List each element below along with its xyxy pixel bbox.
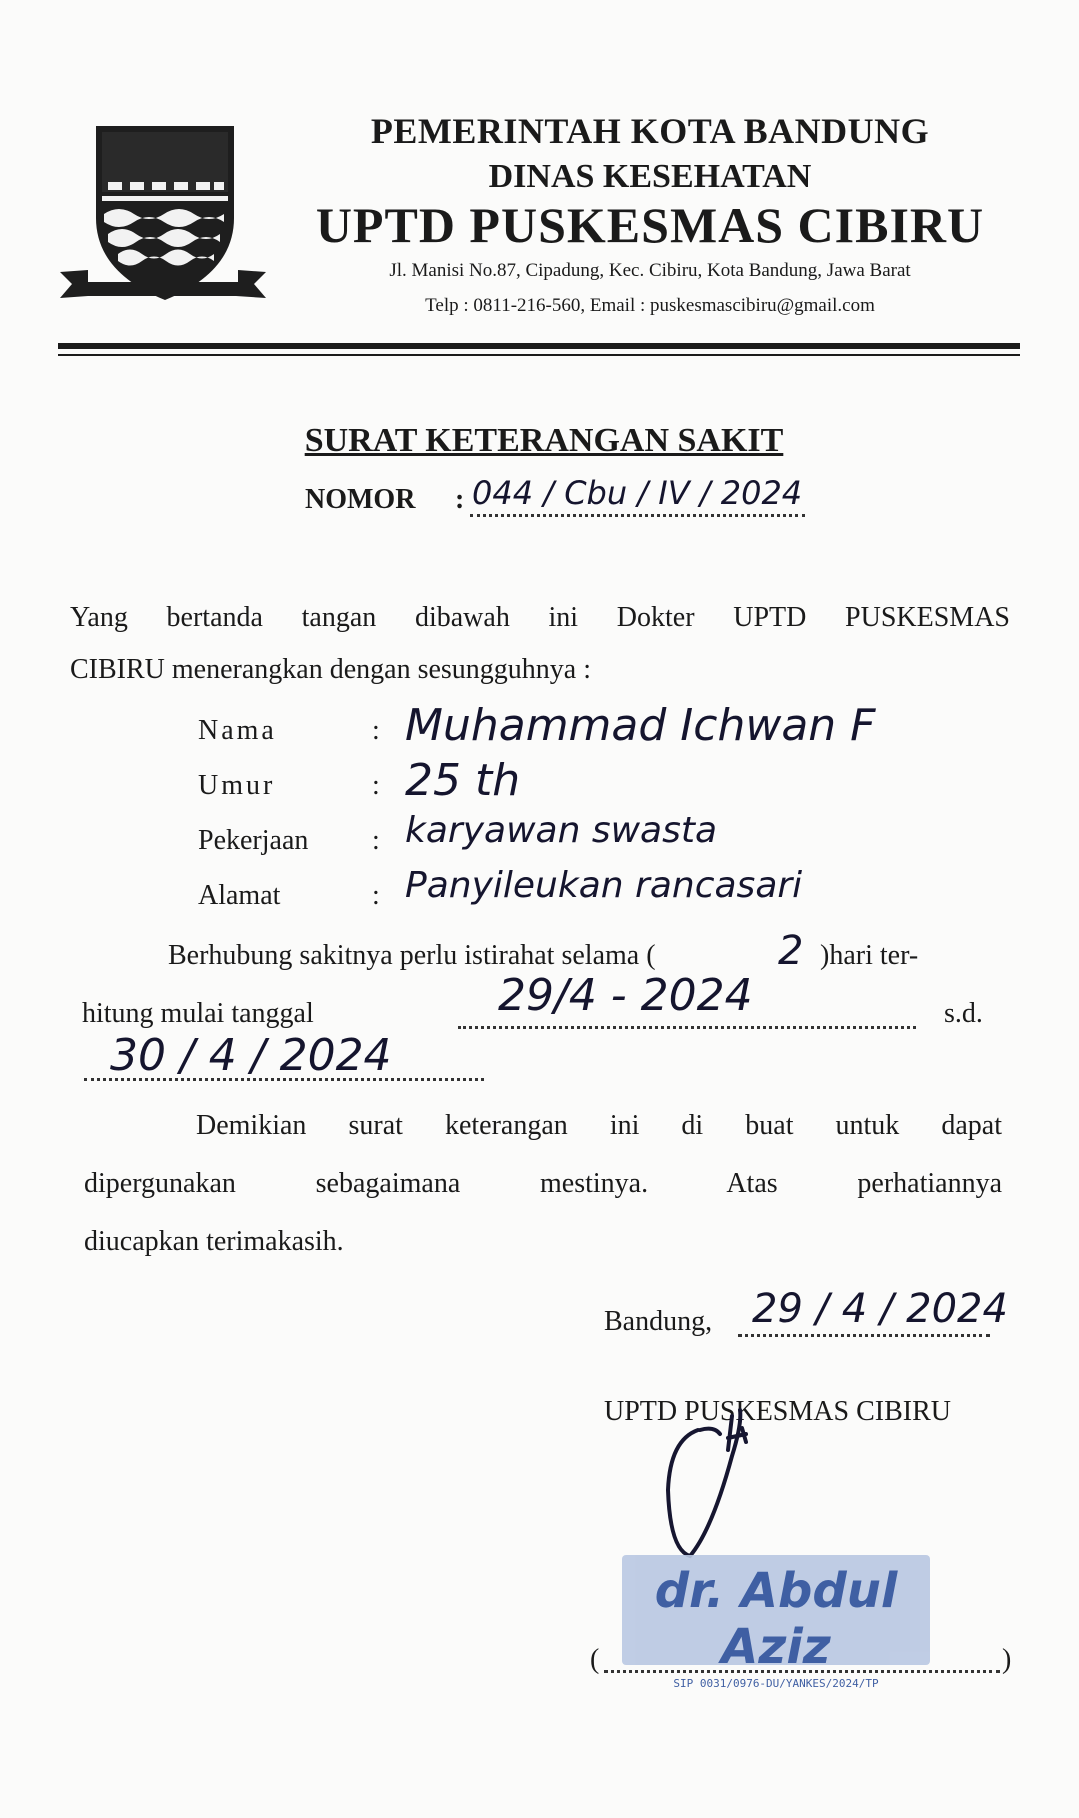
nomor-colon: : <box>455 484 465 515</box>
field-label-nama: Nama <box>198 715 277 746</box>
header-department: DINAS KESEHATAN <box>488 158 812 195</box>
closing-line-3: diucapkan terimakasih. <box>84 1226 344 1257</box>
sign-date-dotted-line <box>738 1334 990 1337</box>
nomor-dotted-line <box>470 514 805 517</box>
sign-organization: UPTD PUSKESMAS CIBIRU <box>604 1396 951 1427</box>
rest-text-a: Berhubung sakitnya perlu istirahat selama ( <box>168 940 656 971</box>
field-value-nama: Muhammad Ichwan F <box>405 700 876 751</box>
field-label-umur: Umur <box>198 770 276 801</box>
date-to-value: 30 / 4 / 2024 <box>110 1030 392 1081</box>
closing-line-2: dipergunakan sebagaimana mestinya. Atas perhatiannya <box>84 1168 1002 1199</box>
field-colon: : <box>372 825 380 856</box>
sign-name-dotted-line <box>604 1670 1000 1673</box>
sign-bracket-close: ) <box>1002 1644 1012 1675</box>
field-value-umur: 25 th <box>405 755 521 806</box>
intro-line-2: CIBIRU menerangkan dengan sesungguhnya : <box>70 654 591 685</box>
rest-days-value: 2 <box>778 928 804 974</box>
field-colon: : <box>372 880 380 911</box>
sign-date-value: 29 / 4 / 2024 <box>752 1286 1008 1332</box>
nomor-label: NOMOR <box>305 484 416 515</box>
closing-line-1: Demikian surat keterangan ini di buat untuk dapat <box>196 1110 1002 1141</box>
date-from-dotted-line <box>458 1026 916 1029</box>
header-divider-thick <box>58 343 1020 349</box>
nomor-value: 044 / Cbu / IV / 2024 <box>472 474 803 512</box>
stamp-name: dr. Abdul Aziz <box>654 1563 898 1675</box>
doctor-stamp <box>622 1555 930 1690</box>
field-value-pekerjaan: karyawan swasta <box>405 810 718 851</box>
sd-text: s.d. <box>944 998 983 1029</box>
header-address: Jl. Manisi No.87, Cipadung, Kec. Cibiru, Kota Bandung, Jawa Barat <box>389 260 911 281</box>
date-from-value: 29/4 - 2024 <box>498 970 753 1021</box>
field-colon: : <box>372 770 380 801</box>
field-value-alamat: Panyileukan rancasari <box>405 865 803 906</box>
letter-title: SURAT KETERANGAN SAKIT <box>304 422 784 459</box>
header-divider-thin <box>58 354 1020 356</box>
sign-bracket-open: ( <box>590 1644 600 1675</box>
intro-line-1: Yang bertanda tangan dibawah ini Dokter UPTD PUSKESMAS <box>70 602 1010 633</box>
rest-text-b: )hari ter- <box>820 940 919 971</box>
field-colon: : <box>372 715 380 746</box>
header-contact: Telp : 0811-216-560, Email : puskesmascibiru@gmail.com <box>425 295 875 316</box>
rest-text-c: hitung mulai tanggal <box>82 998 314 1029</box>
signature-mark <box>650 1380 790 1570</box>
field-label-alamat: Alamat <box>198 880 281 911</box>
header-government: PEMERINTAH KOTA BANDUNG <box>370 111 930 151</box>
header-institution: UPTD PUSKESMAS CIBIRU <box>315 197 985 253</box>
place-label: Bandung, <box>604 1306 713 1337</box>
field-label-pekerjaan: Pekerjaan <box>198 825 309 856</box>
stamp-subtext: SIP 0031/0976-DU/YANKES/2024/TP <box>673 1677 879 1690</box>
city-emblem-logo <box>58 122 268 312</box>
